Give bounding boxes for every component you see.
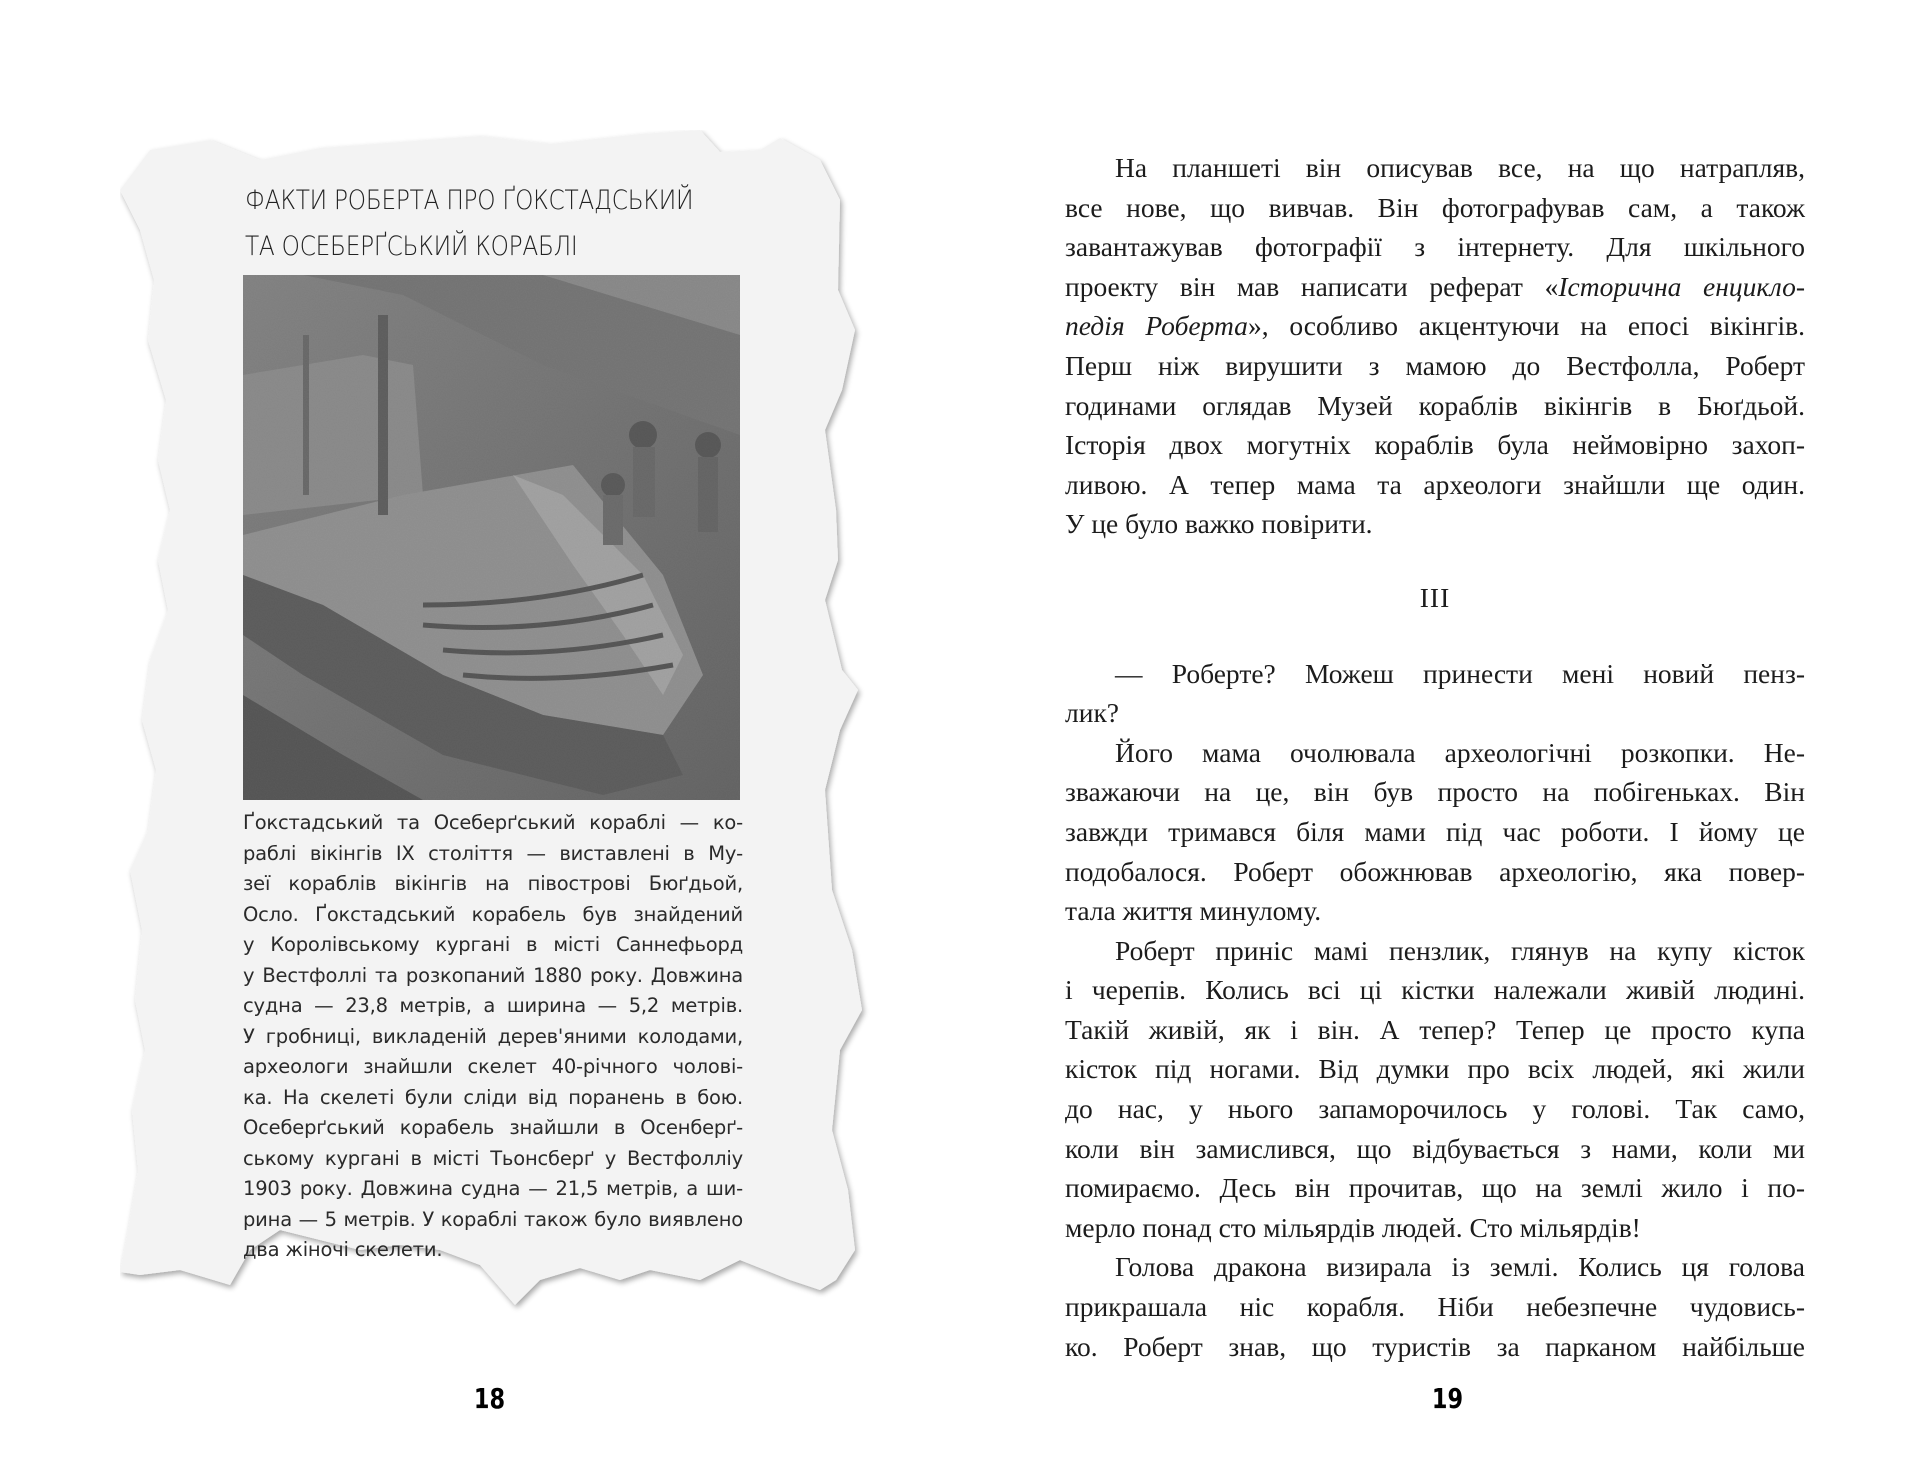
photo-caption: [243, 808, 743, 1266]
text-line: годинами оглядав Музей кораблів вікінгів в Бюґдьой.: [1065, 389, 1805, 421]
caption-line: ка. На скелеті були сліди від поранень в бою.: [243, 1085, 743, 1109]
caption-line: ському кургані в місті Тьонсберґ у Вестфолліу: [243, 1146, 743, 1170]
book-title-italic: педія Роберта: [1065, 310, 1248, 342]
page-number-right: 19: [1431, 1382, 1464, 1415]
text-line: зважаючи на це, він був просто на побігеньках. Він: [1065, 776, 1805, 808]
text-line: лик?: [1065, 697, 1120, 729]
section-number: III: [1419, 581, 1451, 613]
text-line: ко. Роберт знав, що туристів за парканом найбільше: [1065, 1330, 1805, 1362]
text-line: прикрашала ніс корабля. Ніби небезпечне чудовись-: [1065, 1291, 1805, 1323]
caption-line: судна — 23,8 метрів, а ширина — 5,2 метрів.: [243, 994, 743, 1017]
sidebar-title: [245, 178, 778, 270]
caption-line: зеї кораблів вікінгів на півострові Бюґдьой,: [243, 872, 743, 895]
page-number-left: 18: [473, 1382, 506, 1415]
caption-line: два жіночі скелети.: [243, 1238, 443, 1261]
text-line: [1065, 267, 1805, 307]
photo-image-icon: [243, 275, 740, 800]
text-line: Історія двох могутніх кораблів була неймовірно захоп-: [1065, 429, 1805, 461]
text-line: завантажував фотографії з інтернету. Для шкільного: [1065, 231, 1805, 263]
sidebar-title-line1: ФАКТИ РОБЕРТА ПРО ҐОКСТАДСЬКИЙ: [245, 185, 694, 216]
text-line: помираємо. Десь він прочитав, що на землі жило і по-: [1065, 1172, 1805, 1204]
caption-line: Осеберґський корабель знайшли в Осенберґ-: [243, 1116, 743, 1139]
caption-line: Осло. Ґокстадський корабель був знайдений: [243, 902, 743, 926]
text-line: завжди тримався біля мами під час роботи. І йому це: [1065, 815, 1805, 847]
text-line: все нове, що вивчав. Він фотографував сам, а також: [1065, 191, 1805, 223]
text-line: Перш ніж вирушити з мамою до Вестфолла, Роберт: [1065, 349, 1805, 381]
caption-line: археологи знайшли скелет 40-річного чолові-: [243, 1055, 743, 1078]
text-line: — Роберте? Можеш принести мені новий пенз-: [1115, 657, 1805, 689]
caption-line: у Королівському кургані в місті Саннефьорд: [243, 933, 743, 956]
text-line: Його мама очолювала археологічні розкопки. Не-: [1115, 736, 1805, 768]
text-line: [1065, 306, 1805, 346]
caption-line: Ґокстадський та Осеберґський кораблі — ко-: [243, 811, 743, 834]
viking-ship-photo: [243, 275, 740, 800]
text-line: кісток під ногами. Від думки про всіх людей, які жили: [1065, 1053, 1805, 1085]
text-line: і черепів. Колись всі ці кістки належали живій людині.: [1065, 974, 1805, 1006]
text-segment: », особливо акцентуючи на епосі вікінгів.: [1247, 310, 1805, 342]
caption-line: рина — 5 метрів. У кораблі також було виявлено: [243, 1207, 743, 1231]
text-line: Такій живій, як і він. А тепер? Тепер це просто купа: [1065, 1013, 1805, 1045]
sidebar-title-line2: ТА ОСЕБЕРҐСЬКИЙ КОРАБЛІ: [245, 231, 578, 262]
text-line: Голова дракона визирала із землі. Колись ця голова: [1115, 1251, 1805, 1283]
text-line: ливою. А тепер мама та археологи знайшли ще один.: [1065, 468, 1805, 500]
caption-line: раблі вікінгів IX століття — виставлені в Му-: [243, 841, 743, 865]
text-line: мерло понад сто мільярдів людей. Сто мільярдів!: [1065, 1211, 1641, 1243]
text-line: Роберт приніс мамі пензлик, глянув на купу кісток: [1115, 934, 1805, 966]
caption-line: У гробниці, викладеній дерев'яними колодами,: [243, 1024, 743, 1048]
text-line: У це було важко повірити.: [1065, 508, 1373, 540]
text-line: подобалося. Роберт обожнював археологію, яка повер-: [1065, 855, 1805, 887]
book-title-italic: Історична енцикло-: [1558, 270, 1806, 302]
caption-line: у Вестфоллі та розкопаний 1880 року. Довжина: [243, 963, 743, 987]
text-line: тала життя минулому.: [1065, 895, 1322, 927]
caption-line: 1903 року. Довжина судна — 21,5 метрів, а ши-: [243, 1177, 743, 1200]
body-text: [1065, 148, 1805, 1366]
text-line: На планшеті він описував все, на що натрапляв,: [1115, 152, 1805, 183]
text-segment: проекту він мав написати реферат «: [1065, 270, 1559, 302]
text-line: до нас, у нього запаморочилось у голові. Так само,: [1065, 1093, 1805, 1125]
text-line: коли він замислився, що відбувається з нами, коли ми: [1065, 1132, 1805, 1164]
